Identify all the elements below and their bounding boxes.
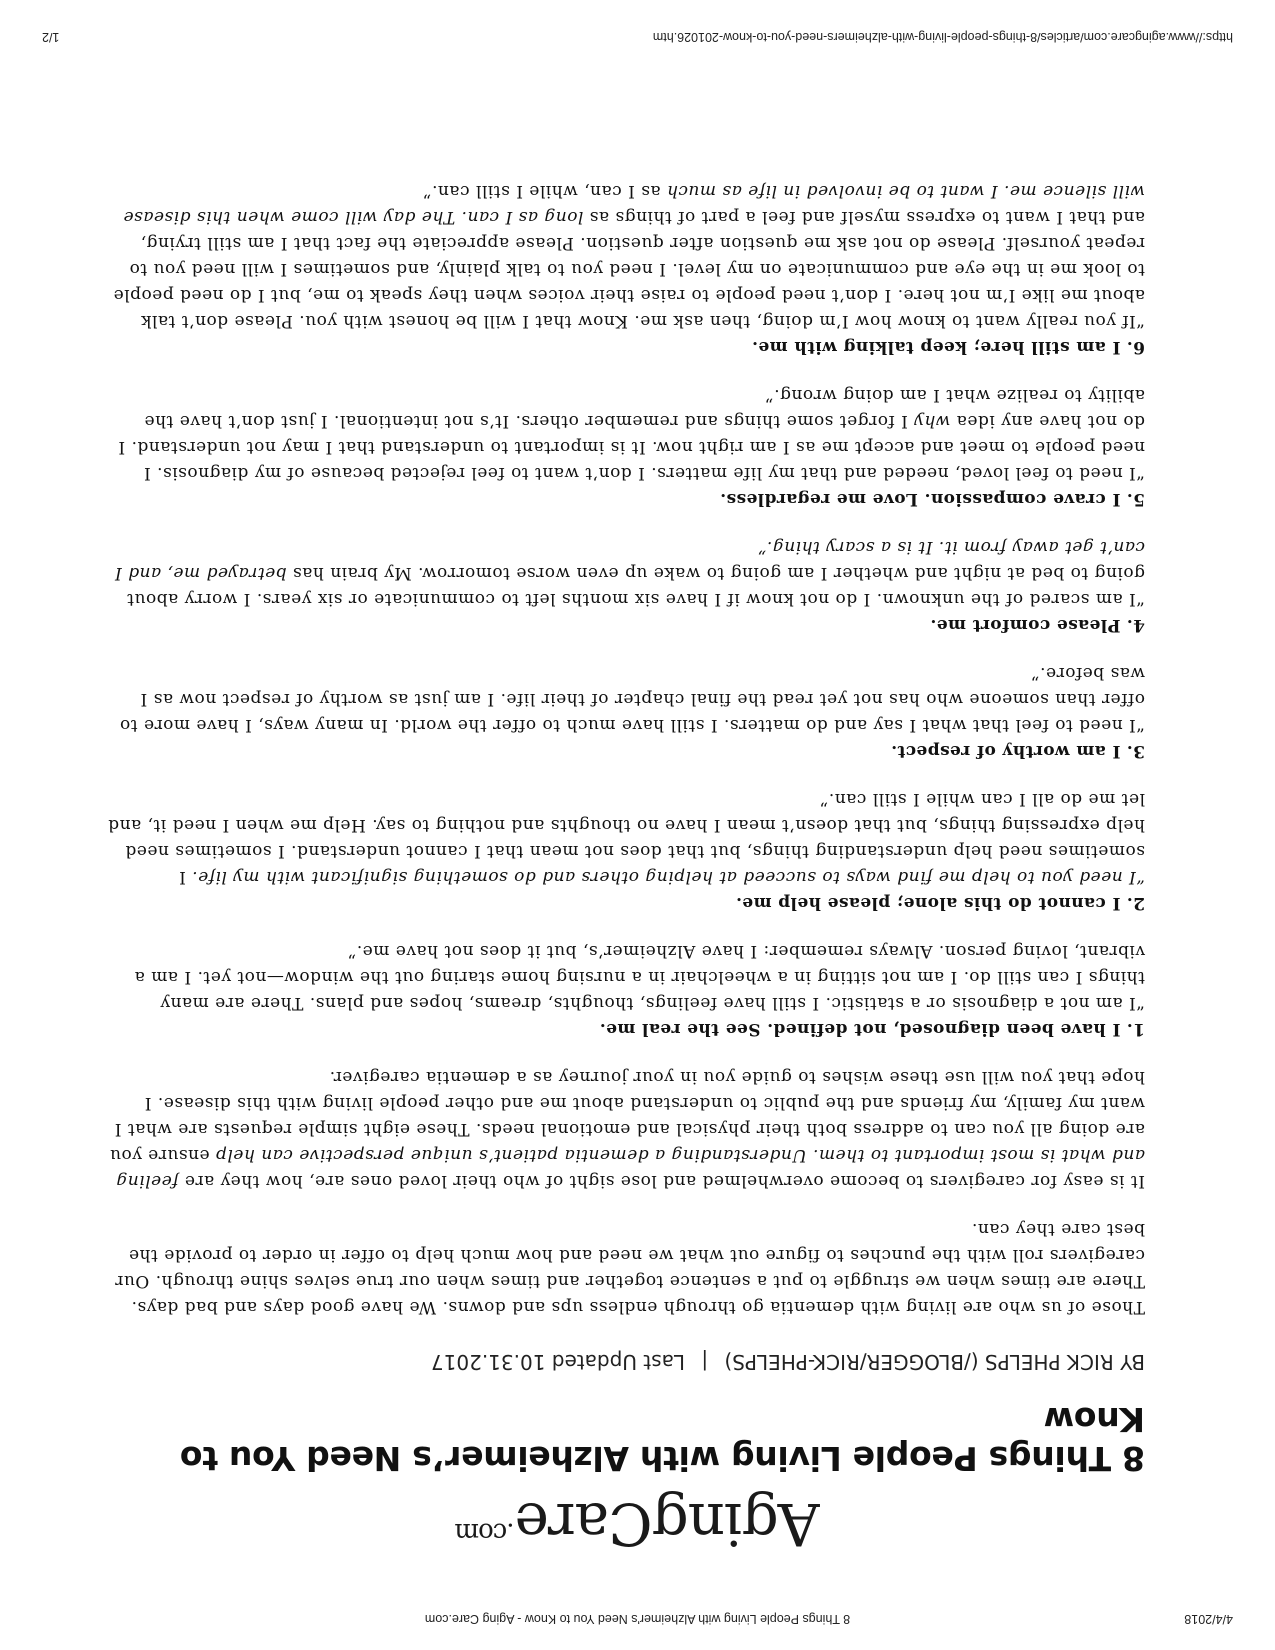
item-body <box>105 660 1145 738</box>
item-heading-text: I have been diagnosed, not defined. See the real me. <box>599 1019 1121 1039</box>
item-body-italic: betrayed me, and I can’t get away from it. It is a scary thing.” <box>114 537 1145 583</box>
item-body <box>105 382 1145 486</box>
print-footer <box>42 30 1233 44</box>
item-body-start: “I am not a diagnosis or a statistic. I still have feelings, thoughts, dreams, hopes and plans. There are many things I can still do. I am not sitting in a wheelchair in a nursing home staring out the window—not yet. I am a vibrant, loving person. Always remember: I have Alzheimer’s, but it does not have me.” <box>134 941 1145 1013</box>
article-title: 8 Things People Living with Alzheimer’s Need You to Know <box>180 1400 1145 1478</box>
item-body <box>105 534 1145 612</box>
item-body-end: I forget some things and remember others. It’s not intentional. I just don’t have the ability to realize what I am doing wrong.” <box>144 385 1145 431</box>
item-body <box>105 938 1145 1016</box>
item-heading-text: I am worthy of respect. <box>890 741 1121 761</box>
intro-paragraph-2 <box>105 1064 1145 1194</box>
intro2-start: It is easy for caregivers to become overwhelmed and lose sight of who their loved ones are, how they are <box>184 1171 1145 1191</box>
article <box>105 156 1145 1478</box>
intro2-end: ensure you are doing all you can to address both their physical and emotional needs. These eight simple requests are what I want my family, my friends and the public to understand about me and other people living with this disease. I hope that you will use these wishes to guide you in your journey as a dementia caregiver. <box>109 1067 1145 1165</box>
item-heading <box>105 738 1145 764</box>
intro2-italic: feeling and what is most important to them. Understanding a dementia patient’s unique perspective can help <box>115 1145 1145 1191</box>
item-number: 2. <box>1126 893 1145 913</box>
list-item <box>105 534 1145 638</box>
item-heading <box>105 486 1145 512</box>
list-item <box>105 938 1145 1042</box>
page-url[interactable]: https://www.agingcare.com/articles/8-things-people-living-with-alzheimers-need-you-to-know-201026.htm <box>652 30 1233 44</box>
item-body-end: as I can, while I still can.” <box>422 181 661 201</box>
author-link[interactable]: BY RICK PHELPS (/BLOGGER/RICK-PHELPS) <box>724 1350 1145 1374</box>
list-item <box>105 660 1145 764</box>
item-heading <box>105 612 1145 638</box>
logo-brand: AgingCare <box>515 1490 820 1558</box>
item-number: 1. <box>1126 1019 1145 1039</box>
byline <box>105 1350 1145 1374</box>
item-body-start: “I need to feel that what I say and do matters. I still have much to offer the world. In many ways, I have more to offer than someone who has not yet read the final chapter of their life. I am just as worthy of respect now as I was before.” <box>119 663 1145 735</box>
item-heading-text: Please comfort me. <box>930 615 1121 635</box>
item-heading-text: I crave compassion. Love me regardless. <box>719 489 1121 509</box>
item-heading-text: I am still here; keep talking with me. <box>751 337 1121 357</box>
item-body <box>105 178 1145 334</box>
item-number: 5. <box>1126 489 1145 509</box>
byline-separator: | <box>701 1350 709 1374</box>
last-updated: Last Updated 10.31.2017 <box>430 1350 685 1374</box>
item-body <box>105 786 1145 890</box>
item-body-italic: why <box>913 411 951 431</box>
item-body-end: I sometimes need help understanding things, but that does not mean that I cannot understand. I sometimes need help expressing things, but that doesn’t mean I have no thoughts and nothing to say. Help me when I need it, and let me do all I can while I still can.” <box>107 789 1145 887</box>
item-body-start: “I am scared of the unknown. I do not know if I have six months left to communicate or six years. I worry about going to bed at night and whether I am going to wake up even worse tomorrow. My brain has <box>126 563 1145 609</box>
list-item <box>105 178 1145 360</box>
print-date: 4/4/2018 <box>1184 1612 1233 1626</box>
intro-paragraph-1: Those of us who are living with dementia go through endless ups and downs. We have good days and bad days. There are times when we struggle to put a sentence together and times when our true selves shine through. Our caregivers roll with the punches to figure out what we need and how much help to offer in order to provide the best care they can. <box>114 1219 1145 1317</box>
item-number: 6. <box>1126 337 1145 357</box>
item-heading <box>105 1016 1145 1042</box>
print-page-title: 8 Things People Living with Alzheimer's Need You to Know - Aging Care.com <box>424 1612 851 1626</box>
print-header <box>42 1612 1233 1626</box>
item-number: 3. <box>1126 741 1145 761</box>
list-item <box>105 382 1145 512</box>
item-body-start: “I need to feel loved, needed and that my life matters. I don’t want to feel rejected because of my diagnosis. I need people to meet and accept me as I am right now. It is important to understand that I may not understand. I do not have any idea <box>117 411 1145 483</box>
list-item <box>105 786 1145 916</box>
item-heading-text: I cannot do this alone; please help me. <box>735 893 1121 913</box>
logo-suffix: .com <box>455 1517 515 1548</box>
item-body-italic: “I need you to help me find ways to succeed at helping others and do something significant with my life. <box>191 867 1145 887</box>
item-body-start: “If you really want to know how I’m doing, then ask me. Know that I will be honest with you. Please don’t talk about me like I’m not here. I don’t need people to raise their voices when they speak to me, but I do need people to look me in the eye and communicate on my level. I need you to talk plainly, and sometimes I will need you to repeat yourself. Please do not ask me question after question. Please appreciate the fact that I am still trying, and that I want to express myself and feel a part of things as <box>113 207 1145 331</box>
item-heading <box>105 890 1145 916</box>
item-number: 4. <box>1126 615 1145 635</box>
page-number: 1/2 <box>42 30 60 44</box>
agingcare-logo <box>0 1490 1275 1558</box>
item-body-italic: long as I can. The day will come when this disease will silence me. I want to be involved in life as much <box>123 181 1145 227</box>
item-heading <box>105 334 1145 360</box>
